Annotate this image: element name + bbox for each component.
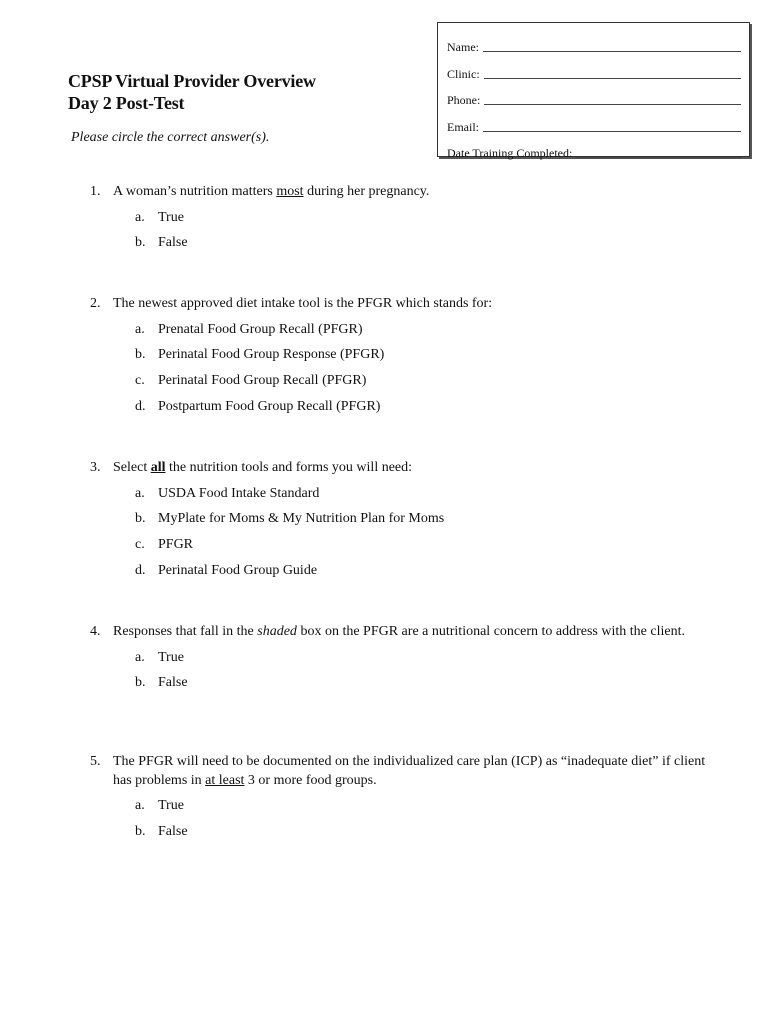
answer-option[interactable]: d. Perinatal Food Group Guide xyxy=(135,562,318,578)
page-subtitle: Day 2 Post-Test xyxy=(68,93,185,113)
date-completed-blank-line[interactable] xyxy=(576,156,741,158)
answer-option[interactable]: b. False xyxy=(135,675,188,691)
question-number: 2. xyxy=(90,296,101,311)
answer-options xyxy=(135,485,444,580)
question-text: Select all the nutrition tools and forms you will need: xyxy=(113,460,413,475)
email-field[interactable] xyxy=(447,108,741,134)
name-blank-line[interactable] xyxy=(483,50,741,52)
question-text: The newest approved diet intake tool is the PFGR which stands for: xyxy=(113,296,493,311)
phone-blank-line[interactable] xyxy=(484,103,741,105)
question-text: The PFGR will need to be documented on the individualized care plan (ICP) as “inadequate diet” if client has problems in at least 3 or more food groups. xyxy=(113,754,706,788)
answer-option[interactable]: b. MyPlate for Moms & My Nutrition Plan for Moms xyxy=(135,511,445,527)
answer-option[interactable]: a. USDA Food Intake Standard xyxy=(135,485,320,501)
answer-options xyxy=(135,797,710,841)
phone-field[interactable] xyxy=(447,82,741,108)
answer-option[interactable]: b. Perinatal Food Group Response (PFGR) xyxy=(135,347,385,363)
answer-option[interactable]: c. PFGR xyxy=(135,537,194,553)
page-title: CPSP Virtual Provider Overview xyxy=(68,71,316,91)
date-completed-field[interactable] xyxy=(447,135,741,161)
email-blank-line[interactable] xyxy=(483,130,741,132)
name-label: Name: xyxy=(447,40,479,55)
answer-option[interactable]: b. False xyxy=(135,235,188,251)
question-number: 4. xyxy=(90,624,101,639)
answer-option[interactable]: d. Postpartum Food Group Recall (PFGR) xyxy=(135,398,381,414)
participant-info-box xyxy=(437,22,750,160)
question-number: 5. xyxy=(90,754,101,769)
answer-option[interactable]: b. False xyxy=(135,823,188,839)
question-number: 1. xyxy=(90,184,101,199)
clinic-label: Clinic: xyxy=(447,66,480,81)
question-4 xyxy=(90,623,690,700)
question-2 xyxy=(90,295,492,424)
question-text: A woman’s nutrition matters most during her pregnancy. xyxy=(113,184,430,199)
instructions-text: Please circle the correct answer(s). xyxy=(71,130,270,145)
question-number: 3. xyxy=(90,460,101,475)
clinic-blank-line[interactable] xyxy=(484,77,741,79)
answer-options xyxy=(135,649,690,693)
answer-options xyxy=(135,209,429,253)
question-5 xyxy=(90,753,710,849)
date-completed-label: Date Training Completed: xyxy=(447,145,573,160)
phone-label: Phone: xyxy=(447,93,481,108)
answer-option[interactable]: a. True xyxy=(135,649,184,665)
answer-option[interactable]: c. Perinatal Food Group Recall (PFGR) xyxy=(135,373,367,389)
question-1 xyxy=(90,183,429,260)
answer-option[interactable]: a. True xyxy=(135,209,184,225)
email-label: Email: xyxy=(447,119,479,134)
question-text: Responses that fall in the shaded box on the PFGR are a nutritional concern to address with the client. xyxy=(113,624,685,639)
name-field[interactable] xyxy=(447,29,741,55)
answer-option[interactable]: a. True xyxy=(135,798,184,813)
title-block xyxy=(68,70,316,114)
question-3 xyxy=(90,459,444,588)
answer-options xyxy=(135,321,492,416)
clinic-field[interactable] xyxy=(447,55,741,81)
answer-option[interactable]: a. Prenatal Food Group Recall (PFGR) xyxy=(135,321,363,337)
